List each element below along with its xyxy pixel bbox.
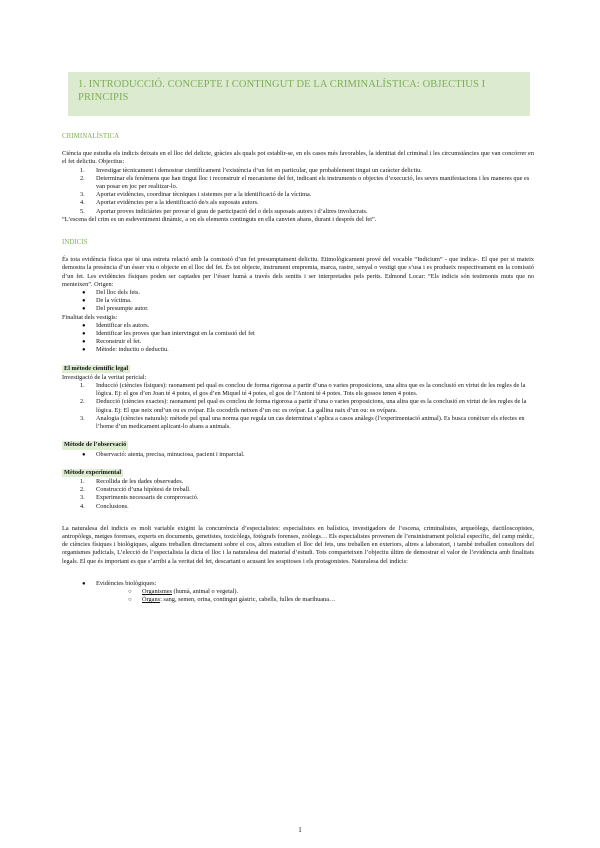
list-item: 3. Aportar evidències, coordinar tècniques i sistemes per a la identificació de la víctima. bbox=[80, 191, 312, 199]
bullet-icon: ● bbox=[82, 347, 86, 354]
list-item: ● Del lloc dels fets. bbox=[82, 289, 141, 297]
list-item: ● Mètode: inductiu o deductiu. bbox=[82, 346, 169, 354]
list-item: ● Identificar els autors. bbox=[82, 321, 150, 329]
circle-bullet-icon: ○ bbox=[128, 588, 132, 595]
chapter-title: 1. INTRODUCCIÓ. CONCEPTE I CONTINGUT DE LA CRIMINALÍSTICA: OBJECTIUS I PRINCIPIS bbox=[78, 79, 486, 103]
list-item: 2. Construcció d’una hipòtesi de treball. bbox=[80, 486, 191, 494]
list-item: 5. Aportar proves indiciàries per provar el grau de participació del o dels suposats autors i d’altres involucrats. bbox=[80, 207, 368, 215]
list-item: ● De la víctima. bbox=[82, 297, 132, 305]
section-heading-experimental: Mètode experimental bbox=[64, 468, 122, 476]
list-item: 1. Inducció (ciències físiques): raonament pel qual es conclou de forma rigorosa a partir d’una o varies proposicions, una altra que es la conclusió en virtut de les regles de la lògica. Ej: el gos d’en Joan té 4 potes, el gos d’en Miquel té 4 potes, el gos de l’Antoni té 4 potes. Tots els gossos tenen 4 potes. bbox=[80, 382, 526, 398]
crime-scene-quote: “L’escena del crim es un esdeveniment dinàmic, a on els elements continguts en ella canvien abans, durant i després del fet”. bbox=[62, 215, 377, 223]
nature-of-evidence-paragraph: La naturalesa del indicis es molt variable exigint la concurrència d’especialistes: especialistes en balística, investigadors de l’escena, criminalistes, arqueòlegs, dactiloscopistes, antropòlegs, metges forenses, experts en documents, genetistes, toxicòlegs, fotògrafs forenses, zoòlegs… Els especialistes provenen de l’ensinistrament policial específic, del camp mèdic, de ciències físiques i biològiques, alguns treballen directament sobre el cos, altres estudien el lloc del fets, uns treballen en exteriors, altres a laboratori, i també treballen consultors del organismes judicials, L’elecció de l’especialista la dicta el lloc i la naturalesa del material d’estudi. Tots comparteixen l’objectiu últim de demostrar el valor de l’evidència amb finalitats legals. El que és important es que s’arribi a la veritat del fet, descartant o acusant les sospitoses i els protagonistes. Naturalesa del indicis: bbox=[62, 524, 534, 565]
list-item: ● Evidències biològiques: bbox=[82, 579, 157, 587]
observation-list bbox=[62, 451, 534, 459]
biological-evidence-list bbox=[62, 588, 534, 604]
bullet-icon: ● bbox=[82, 290, 86, 297]
list-item: 1. Recollida de les dades observades. bbox=[80, 477, 184, 485]
scientific-method-sub: Investigació de la veritat pericial: bbox=[62, 373, 147, 381]
origin-list bbox=[62, 289, 534, 314]
page-content bbox=[62, 128, 534, 604]
list-item: 2. Deducció (ciències exactes): raonament pel qual es conclou de forma rigorosa a partir d’una o varies proposicions, una altra que es la conclusió en virtut de les regles de la lògica. Ej: El que neix ond’un ou es ovípar. Els cocodrils neixen d’un ou: es ovípar. La gallina naix d’un ou: es ovípara. bbox=[80, 398, 527, 414]
evidence-nature-list bbox=[62, 580, 534, 588]
section-heading-scientific-method: El mètode científic legal bbox=[64, 364, 129, 372]
list-item: 1. Investigar tècnicament i demostrar científicament l’existència d’un fet en particular, que probablement tingui un caràcter delictiu. bbox=[80, 166, 422, 174]
section-heading-criminalistica: CRIMINALÍSTICA bbox=[62, 132, 120, 140]
list-item: ● Identificar les proves que han intervingut en la comissió del fet bbox=[82, 330, 255, 338]
list-item: 4. Conclusions. bbox=[80, 502, 129, 510]
page-number: 1 bbox=[298, 826, 302, 834]
bullet-icon: ● bbox=[82, 339, 86, 346]
list-item: ○ Organismes (humà, animal o vegetal). bbox=[128, 587, 239, 595]
bullet-icon: ● bbox=[82, 298, 86, 305]
bullet-icon: ● bbox=[82, 580, 86, 587]
list-item: 3. Analogia (ciències naturals): mètode pel qual una norma que regula un cas determinat s’aplica a casos anàlegs (l’experimentació animal). Es busca conèixer els efectes en l’home d’un medicament aplicant-lo abans a animals. bbox=[80, 414, 525, 431]
section-heading-observation: Mètode de l’observació bbox=[64, 441, 127, 449]
bullet-icon: ● bbox=[82, 451, 86, 458]
indicis-definition: És tota evidència física que té una estreta relació amb la comissió d’un fet presumptament delictiu. Etimològicament prové del vocable “Indicium” - que indica-. El que per si mateix demostra la presència d’un ésser viu o objecte en el lloc del fet. És tot objecte, instrument empremta, marca, rastre, senyal o vestigi que s’usa i es produeix respectivament en la comissió d’un fet. Les evidències físiques poden ser captades per l’ésser humà a través dels sentits i ser interpretades pels perits. Edmond Locar: “Els indicis són testimonis muts que no menteixen”. Origen: bbox=[62, 256, 534, 288]
bullet-icon: ● bbox=[82, 331, 86, 338]
list-item: ● Del presumpte autor. bbox=[82, 305, 149, 313]
scientific-method-list bbox=[62, 382, 534, 431]
list-item: ● Observació: atenta, precisa, minuciosa, pacient i imparcial. bbox=[82, 450, 245, 458]
objectives-list bbox=[62, 167, 534, 216]
list-item: 3. Experiments necessaris de comprovació. bbox=[80, 494, 199, 502]
section-heading-indicis: INDICIS bbox=[62, 238, 88, 247]
circle-bullet-icon: ○ bbox=[128, 597, 132, 604]
experimental-list bbox=[62, 478, 534, 511]
list-item: ○ Òrgans: sang, semen, orina, contingut gàstric, cabells, fulles de marihuana… bbox=[128, 596, 336, 604]
chapter-title-box bbox=[68, 72, 530, 116]
bullet-icon: ● bbox=[82, 322, 86, 329]
list-item: ● Reconstruir el fet. bbox=[82, 338, 142, 346]
purpose-heading: Finalitat dels vestigis: bbox=[62, 313, 118, 321]
bullet-icon: ● bbox=[82, 306, 86, 313]
list-item: 4. Aportar evidències per a la identificació de/s als suposats autors. bbox=[80, 199, 259, 207]
purpose-list bbox=[62, 322, 534, 355]
criminalistica-definition: Ciència que estudia els indicis deixats en el lloc del delicte, gràcies als quals pot establir-se, en els casos més favorables, la identitat del criminal i les circumstàncies que van concórrer en el fet delictiu. Objectius: bbox=[62, 150, 534, 166]
list-item: 2. Determinar els fenòmens que han tingut lloc i reconstruir el mecanisme del fet, indicant els instruments o objectes d’execució, les seves manifestacions i les maneres que es van posar en joc per realitzar-lo. bbox=[80, 174, 530, 191]
